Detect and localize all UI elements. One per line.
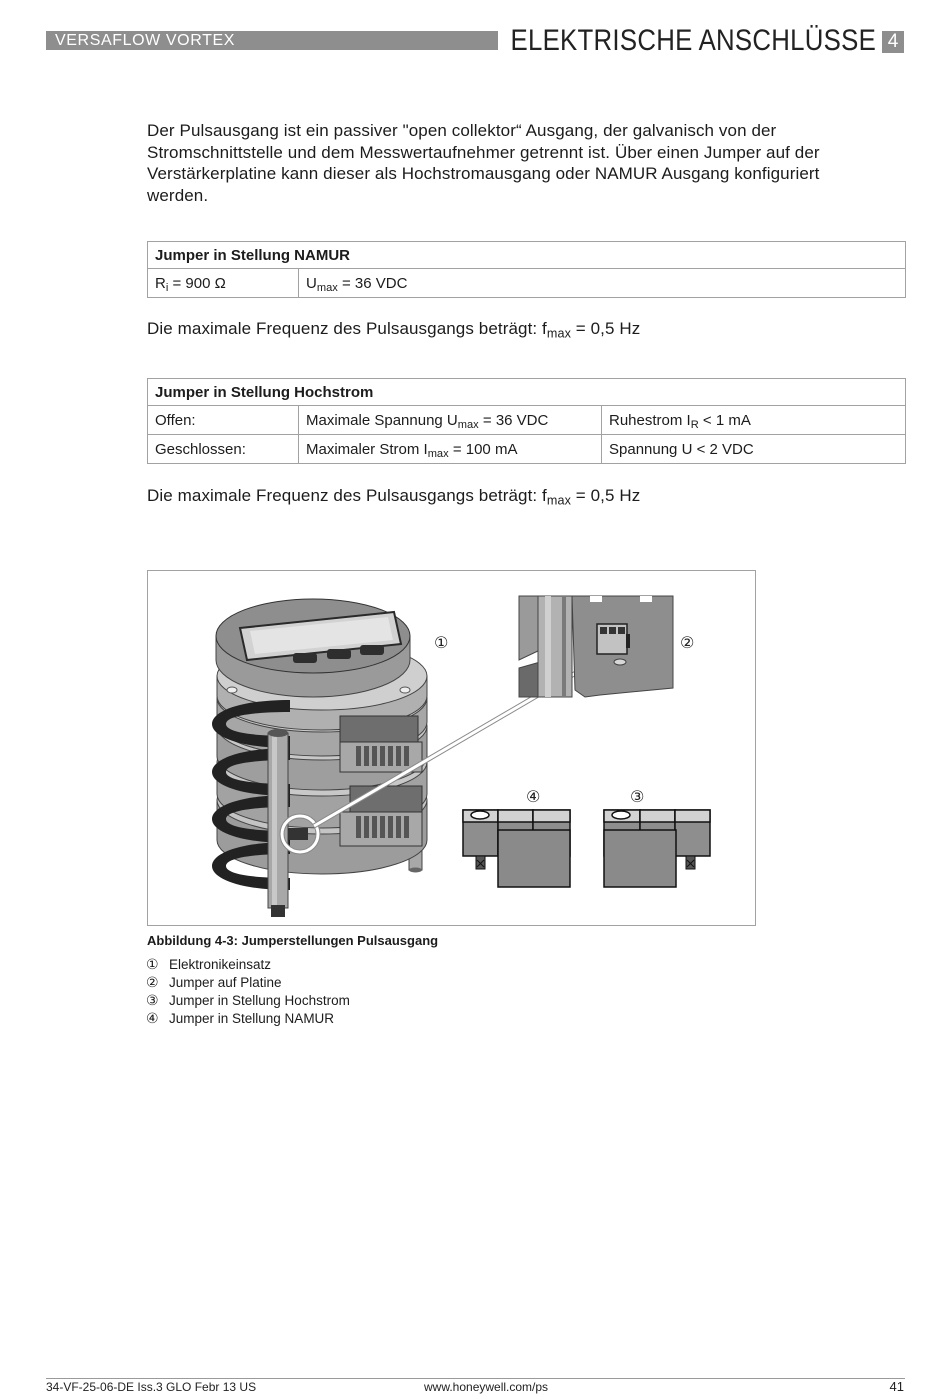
jumper-namur	[463, 810, 570, 887]
namur-table-title: Jumper in Stellung NAMUR	[148, 242, 906, 269]
max-frequency-note: Die maximale Frequenz des Pulsausgangs beträgt: $f_{max} = 0,5$ Hz	[147, 486, 641, 508]
figure-label-4: ④	[526, 787, 541, 806]
hochstrom-jumper-table	[147, 378, 906, 464]
intro-paragraph	[147, 120, 820, 206]
figure-label-2: ②	[680, 633, 695, 652]
header-product-bar	[46, 31, 498, 50]
figure-caption: Abbildung 4-3: Jumperstellungen Pulsausgang	[147, 933, 439, 948]
board-jumper-inset	[519, 596, 673, 697]
footer-divider	[46, 1378, 905, 1379]
figure-label-1: ①	[434, 633, 449, 652]
resistance-cell: $R_i = 900$ Ω	[148, 269, 299, 298]
list-item: ① Elektronikeinsatz	[146, 957, 272, 973]
jumper-hochstrom	[604, 810, 710, 887]
product-name: VERSAFLOW VORTEX	[55, 32, 236, 49]
intro-line: Stromschnittstelle und dem Messwertaufnehmer getrennt ist. Über einen Jumper auf der	[147, 142, 820, 162]
list-item: ② Jumper auf Platine	[146, 975, 282, 991]
state-cell: Offen:	[148, 406, 299, 435]
intro-line: Der Pulsausgang ist ein passiver "open collektor“ Ausgang, der galvanisch von der	[147, 121, 777, 140]
value-cell: Spannung U < 2 VDC	[602, 435, 906, 464]
footer-url: www.honeywell.com/ps	[424, 1380, 549, 1394]
list-item: ③ Jumper in Stellung Hochstrom	[146, 993, 350, 1009]
value-cell: Maximale Spannung $U_{max} = 36$ VDC	[299, 406, 602, 435]
table-header-row	[148, 242, 906, 269]
state-cell: Geschlossen:	[148, 435, 299, 464]
jumper-figure	[147, 570, 756, 926]
value-cell: Ruhestrom $I_R < 1$ mA	[602, 406, 906, 435]
figure-legend	[146, 956, 350, 1028]
table-row	[148, 269, 906, 298]
namur-jumper-table	[147, 241, 906, 298]
max-frequency-note: Die maximale Frequenz des Pulsausgangs beträgt: $f_{max} = 0,5$ Hz	[147, 319, 641, 341]
intro-line: Verstärkerplatine kann dieser als Hochstromausgang oder NAMUR Ausgang konfiguriert	[147, 164, 820, 183]
page-number: 41	[889, 1379, 904, 1394]
section-title: ELEKTRISCHE ANSCHLÜSSE	[510, 24, 876, 57]
figure-label-3: ③	[630, 787, 645, 806]
list-item: ④ Jumper in Stellung NAMUR	[146, 1011, 335, 1027]
section-number-badge: 4	[882, 31, 904, 53]
table-row	[148, 435, 906, 464]
hochstrom-table-title: Jumper in Stellung Hochstrom	[148, 379, 906, 406]
value-cell: Maximaler Strom $I_{max} = 100$ mA	[299, 435, 602, 464]
document-id: 34-VF-25-06-DE Iss.3 GLO Febr 13 US	[46, 1380, 257, 1394]
table-row	[148, 406, 906, 435]
intro-line: werden.	[147, 185, 209, 205]
max-voltage-cell: $U_{max} = 36$ VDC	[299, 269, 906, 298]
table-header-row	[148, 379, 906, 406]
